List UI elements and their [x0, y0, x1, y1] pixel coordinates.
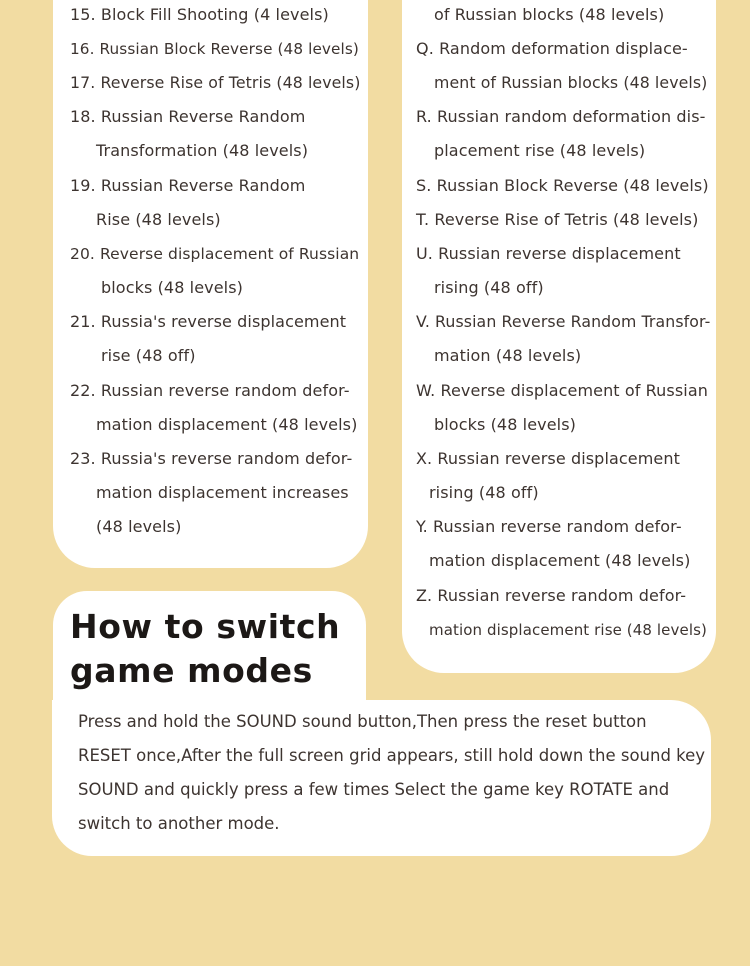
mode-item-x: X. Russian reverse displacement — [416, 449, 680, 468]
mode-item-17: 17. Reverse Rise of Tetris (48 levels) — [70, 73, 361, 92]
mode-item-y: Y. Russian reverse random defor- — [416, 517, 682, 536]
mode-item-z: Z. Russian reverse random defor- — [416, 586, 687, 605]
right-mode-list-card — [402, 0, 716, 673]
mode-item-22-cont: mation displacement (48 levels) — [96, 415, 358, 434]
mode-item-15: 15. Block Fill Shooting (4 levels) — [70, 5, 329, 24]
heading-line-1: How to switch — [70, 607, 341, 646]
mode-item-x-cont: rising (48 off) — [429, 483, 539, 502]
mode-item-23-cont2: (48 levels) — [96, 517, 182, 536]
mode-item-q: Q. Random deformation displace- — [416, 39, 688, 58]
mode-item-19: 19. Russian Reverse Random — [70, 176, 306, 195]
mode-item-20: 20. Reverse displacement of Russian — [70, 245, 360, 263]
mode-item-21-cont: rise (48 off) — [101, 346, 196, 365]
mode-item-u-cont: rising (48 off) — [434, 278, 544, 297]
mode-item-y-cont: mation displacement (48 levels) — [429, 551, 691, 570]
mode-item-r-cont: placement rise (48 levels) — [434, 141, 646, 160]
heading-line-2: game modes — [70, 651, 313, 690]
mode-item-23: 23. Russia's reverse random defor- — [70, 449, 353, 468]
mode-item-18: 18. Russian Reverse Random — [70, 107, 306, 126]
section-heading — [70, 605, 340, 693]
mode-item-21: 21. Russia's reverse displacement — [70, 312, 347, 331]
mode-item-20-cont: blocks (48 levels) — [101, 278, 243, 297]
mode-item-r: R. Russian random deformation dis- — [416, 107, 706, 126]
mode-item-23-cont: mation displacement increases — [96, 483, 349, 502]
mode-item-18-cont: Transformation (48 levels) — [96, 141, 309, 160]
mode-item-p-cont: of Russian blocks (48 levels) — [434, 5, 665, 24]
mode-item-z-cont: mation displacement rise (48 levels) — [429, 621, 707, 639]
mode-item-19-cont: Rise (48 levels) — [96, 210, 221, 229]
mode-item-22: 22. Russian reverse random defor- — [70, 381, 350, 400]
mode-item-u: U. Russian reverse displacement — [416, 244, 681, 263]
mode-item-v: V. Russian Reverse Random Transfor- — [416, 312, 711, 331]
instructions-line-4: switch to another mode. — [78, 814, 280, 833]
mode-item-16: 16. Russian Block Reverse (48 levels) — [70, 40, 359, 58]
mode-item-w-cont: blocks (48 levels) — [434, 415, 576, 434]
mode-item-s: S. Russian Block Reverse (48 levels) — [416, 176, 709, 195]
mode-item-t: T. Reverse Rise of Tetris (48 levels) — [416, 210, 699, 229]
mode-item-q-cont: ment of Russian blocks (48 levels) — [434, 73, 708, 92]
mode-item-v-cont: mation (48 levels) — [434, 346, 582, 365]
instructions-line-3: SOUND and quickly press a few times Select the game key ROTATE and — [78, 780, 670, 799]
instructions-line-1: Press and hold the SOUND sound button,Then press the reset button — [78, 712, 647, 731]
instructions-line-2: RESET once,After the full screen grid appears, still hold down the sound key — [78, 746, 706, 765]
mode-item-w: W. Reverse displacement of Russian — [416, 381, 708, 400]
